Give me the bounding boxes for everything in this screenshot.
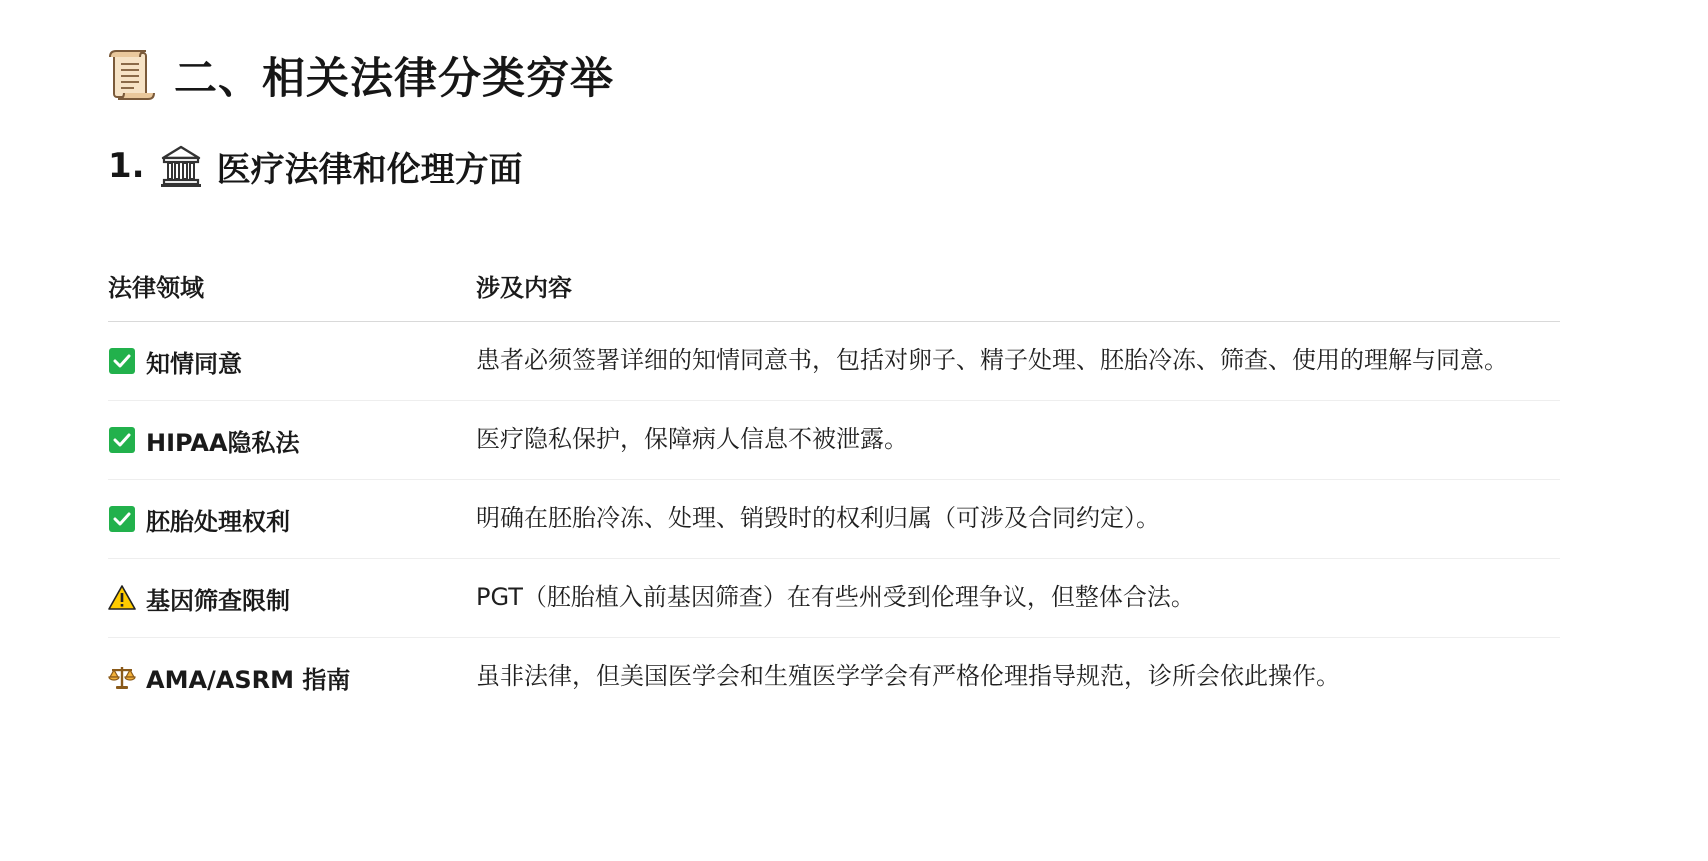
- check-mark-button-icon: [108, 426, 136, 454]
- scroll-icon: [108, 49, 156, 101]
- balance-scale-icon: [108, 663, 136, 691]
- law-area-label: 胚胎处理权利: [146, 507, 290, 536]
- law-area-label: HIPAA隐私法: [146, 428, 300, 457]
- check-mark-button-icon: [108, 505, 136, 533]
- table-row: [108, 322, 1560, 401]
- section-heading: [108, 40, 614, 110]
- law-content: 医疗隐私保护，保障病人信息不被泄露。: [476, 425, 908, 453]
- classical-building-icon: [159, 144, 203, 188]
- law-table: [108, 250, 1560, 716]
- check-mark-button-icon: [108, 347, 136, 375]
- law-content: PGT（胚胎植入前基因筛查）在有些州受到伦理争议，但整体合法。: [476, 583, 1195, 611]
- law-area-label: 知情同意: [146, 349, 242, 378]
- law-area-label: AMA/ASRM 指南: [146, 665, 351, 694]
- law-content: 虽非法律，但美国医学会和生殖医学学会有严格伦理指导规范，诊所会依此操作。: [476, 662, 1340, 690]
- section-title: 二、相关法律分类穷举: [174, 53, 614, 104]
- law-area-label: 基因筛查限制: [146, 586, 290, 615]
- law-content: 明确在胚胎冷冻、处理、销毁时的权利归属（可涉及合同约定）。: [476, 504, 1160, 532]
- table-header: [108, 250, 1560, 322]
- header-content: 涉及内容: [476, 274, 572, 302]
- table-row: [108, 401, 1560, 480]
- table-row: [108, 480, 1560, 559]
- subsection-heading: [108, 138, 523, 194]
- subsection-number: 1.: [108, 146, 145, 186]
- header-law-area: 法律领域: [108, 274, 204, 302]
- table-row: [108, 559, 1560, 638]
- warning-icon: [108, 584, 136, 612]
- table-row: [108, 638, 1560, 716]
- subsection-title: 医疗法律和伦理方面: [216, 149, 523, 190]
- law-content: 患者必须签署详细的知情同意书，包括对卵子、精子处理、胚胎冷冻、筛查、使用的理解与同意。: [476, 346, 1508, 374]
